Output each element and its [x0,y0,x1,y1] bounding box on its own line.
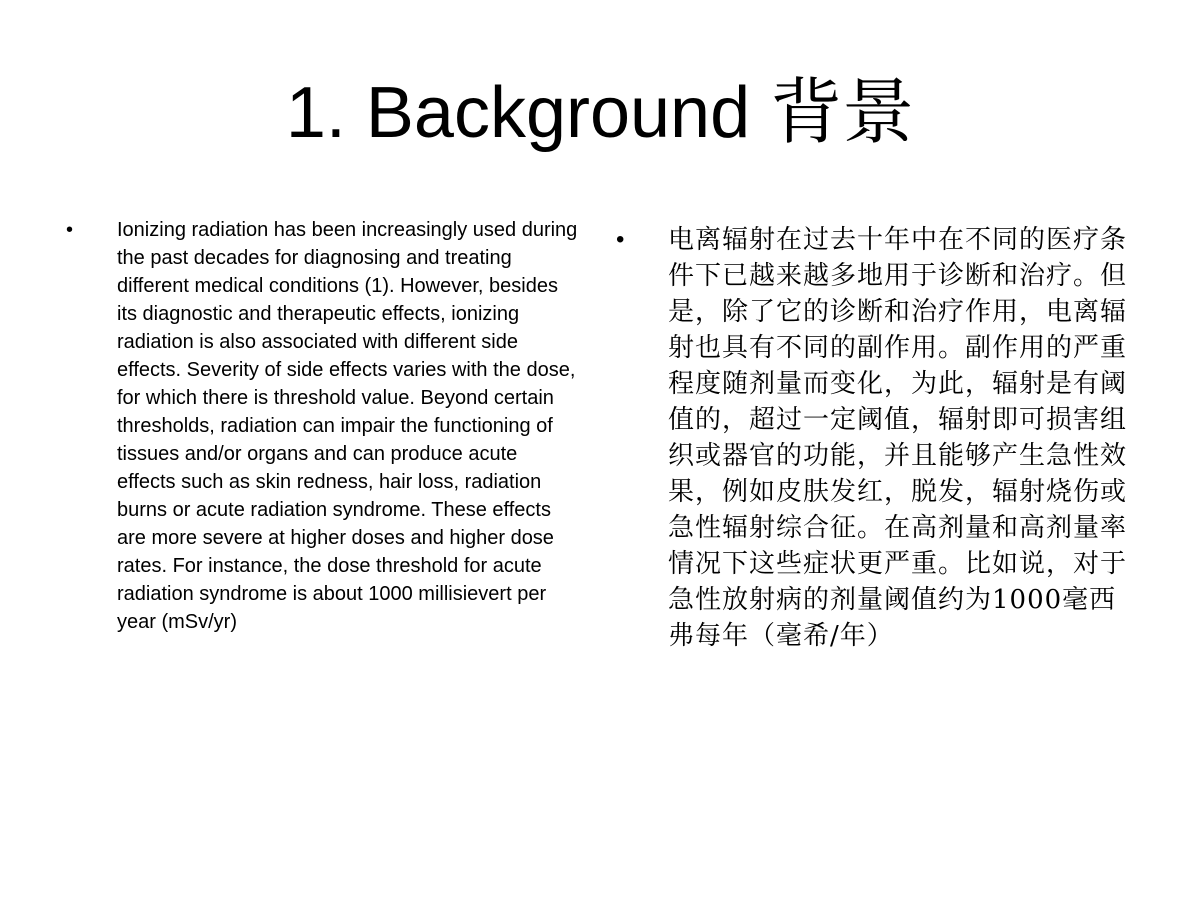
bullet-icon: • [616,226,625,253]
chinese-bullet-item [616,216,1136,654]
bullet-icon: • [66,219,74,241]
slide-title: 1. Background 背景 [285,73,915,153]
chinese-paragraph: 电离辐射在过去十年中在不同的医疗条件下已越来越多地用于诊断和治疗。但是，除了它的诊断和治疗作用，电离辐射也具有不同的副作用。副作用的严重程度随剂量而变化，为此，辐射是有阈值的，超过一定阈值，辐射即可损害组织或器官的功能，并且能够产生急性效果，例如皮肤发红，脱发，辐射烧伤或急性辐射综合征。在高剂量和高剂量率情况下这些症状更严重。比如说，对于急性放射病的剂量阈值约为1000毫西弗每年（毫希/年） [668,225,1128,651]
chinese-column [616,216,1136,654]
english-column [66,216,586,636]
english-paragraph: Ionizing radiation has been increasingly used during the past decades for diagnosing and treating different medical conditions (1). However, besides its diagnostic and therapeutic effects, ionizing radiation is also associated with different side effects. Severity of side effects varies with the dose, for which there is threshold value. Beyond certain thresholds, radiation can impair the functioning of tissues and/or organs and can produce acute effects such as skin redness, hair loss, radiation burns or acute radiation syndrome. These effects are more severe at higher doses and higher dose rates. For instance, the dose threshold for acute radiation syndrome is about 1000 millisievert per year (mSv/yr) [117,219,578,633]
english-bullet-item [66,216,586,636]
